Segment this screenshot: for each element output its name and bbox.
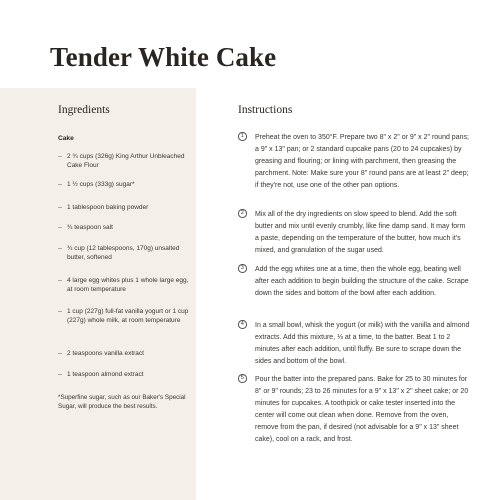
dash-icon [58,248,62,249]
dash-icon [58,207,62,208]
step-number: 2 [238,209,247,218]
instruction-step [238,209,470,257]
ingredient-item [58,370,190,379]
ingredient-text: 2 ¾ cups (326g) King Arthur Unbleached Cake Flour [67,153,185,170]
instruction-step [238,264,470,300]
step-number: 5 [238,374,247,383]
ingredient-item [58,349,190,358]
dash-icon [58,280,62,281]
dash-icon [58,227,62,228]
ingredient-text: 1 cup (227g) full-fat vanilla yogurt or 1 cup (227g) whole milk, at room temperature [67,308,189,325]
step-number: 1 [238,132,247,141]
dash-icon [58,311,62,312]
ingredient-item [58,180,190,189]
ingredient-text: 1 tablespoon baking powder [67,204,149,211]
dash-icon [58,184,62,185]
ingredient-text: 2 teaspoons vanilla extract [67,350,144,357]
instruction-step [238,320,470,368]
step-number: 4 [238,320,247,329]
dash-icon [58,353,62,354]
ingredient-text: ¾ cup (12 tablespoons, 170g) unsalted butter, softened [67,245,180,262]
ingredient-text: 4 large egg whites plus 1 whole large egg, at room temperature [67,277,189,294]
instruction-step [238,374,470,445]
step-text: Pour the batter into the prepared pans. Bake for 25 to 30 minutes for 8" or 9" rounds; 23 to 26 minutes for a 9" x 13" x 2" sheet cake; or 20 minutes for cupcakes. A toothpick or cake tester inserted into the center will come out clean when done. Remove from the oven, remove from the pan, if desired (not advisable for a 9" x 13" sheet cake), cool on a rack, and frost. [255,376,469,443]
recipe-title: Tender White Cake [50,42,277,72]
step-text: Add the egg whites one at a time, then the whole egg, beating well after each addition to begin building the structure of the cake. Scrape down the sides and bottom of the bowl after each addition. [255,266,469,297]
instruction-step [238,132,470,192]
instructions-heading: Instructions [238,104,293,116]
ingredient-item [58,307,190,325]
ingredient-text: 1 ½ cups (333g) sugar* [67,181,135,188]
ingredients-heading: Ingredients [58,104,110,116]
ingredient-item [58,276,190,294]
ingredients-subheading: Cake [58,135,74,142]
ingredient-item [58,223,190,232]
step-text: Mix all of the dry ingredients on slow speed to blend. Add the soft butter and mix until evenly crumbly, like fine damp sand. It may form a paste, depending on the temperature of the butter, how much it's mixed, and granulation of the sugar used. [255,211,466,254]
step-text: Preheat the oven to 350°F. Prepare two 8" x 2" or 9" x 2" round pans; a 9" x 13" pan; or 2 standard cupcake pans (20 to 24 cupcakes) by greasing and flouring; or lining with parchment, then greasing the parchment. Note: Make sure your 8" round pans are at least 2" deep; if they're not, use one of the other pan options. [255,134,469,189]
ingredient-item [58,244,190,262]
ingredient-text: ¾ teaspoon salt [67,224,113,231]
step-text: In a small bowl, whisk the yogurt (or milk) with the vanilla and almond extracts. Add this mixture, ⅓ at a time, to the batter. Beat 1 to 2 minutes after each addition, until fluffy. Be sure to scrape down the sides and bottom of the bowl. [255,322,470,365]
dash-icon [58,156,62,157]
ingredient-item [58,203,190,212]
dash-icon [58,374,62,375]
ingredients-footnote: *Superfine sugar, such as our Baker's Special Sugar, will produce the best results. [58,394,186,411]
ingredient-item [58,152,190,170]
ingredient-text: 1 teaspoon almond extract [67,371,144,378]
step-number: 3 [238,264,247,273]
